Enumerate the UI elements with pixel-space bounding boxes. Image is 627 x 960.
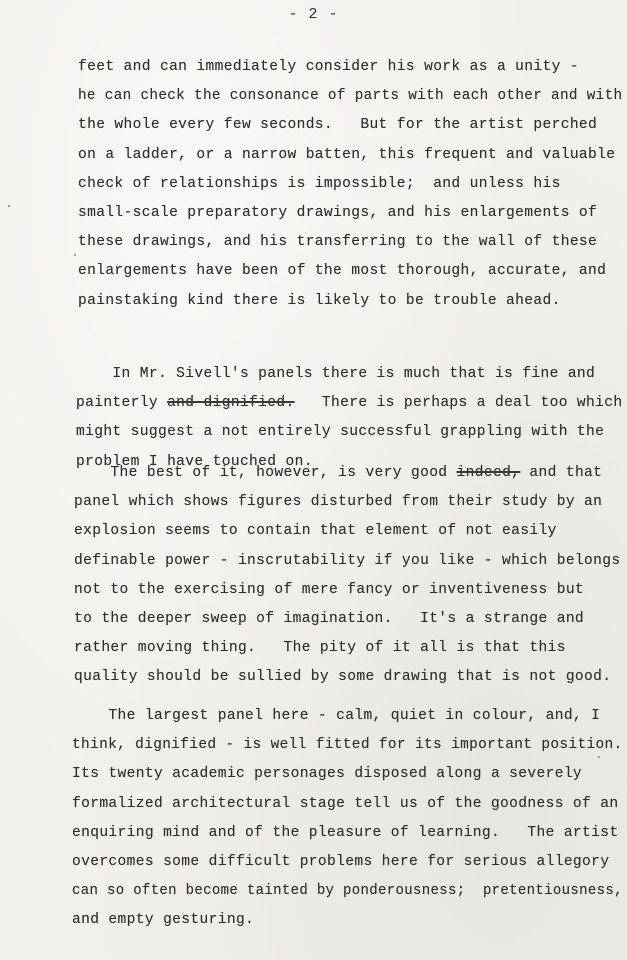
- line-text: to the deeper sweep of imagination. It's a strange and: [74, 611, 585, 627]
- line-text: painterly: [76, 395, 168, 412]
- text-line: [72, 824, 618, 842]
- page-number: - 2 -: [288, 6, 339, 23]
- line-text: not to the exercising of mere fancy or inventiveness but: [74, 581, 585, 598]
- line-text: small-scale preparatory drawings, and his enlargements of: [78, 205, 598, 221]
- text-line: [72, 911, 254, 929]
- line-text: he can check the consonance of parts with each other and with: [78, 88, 623, 105]
- text-line: [74, 552, 620, 570]
- line-text: The best of it, however, is very good: [74, 465, 457, 481]
- text-line: [76, 394, 622, 412]
- line-text: In Mr. Sivell's panels there is much that is fine and: [76, 366, 596, 382]
- text-line: [78, 146, 615, 164]
- paper-speck: [8, 205, 10, 207]
- text-line: [72, 853, 609, 871]
- line-text: feet and can immediately consider his work as a unity -: [78, 59, 579, 75]
- line-text: can so often become tainted by ponderousness; pretentiousness,: [72, 883, 623, 900]
- text-line: [78, 116, 597, 134]
- struck-text: indeed,: [456, 465, 521, 481]
- line-text: and that: [520, 465, 603, 481]
- text-line: [74, 493, 602, 511]
- text-line: [72, 736, 623, 754]
- struck-text: and dignified.: [167, 395, 295, 412]
- text-line: [76, 365, 595, 383]
- text-line: [78, 233, 597, 251]
- text-line: [72, 707, 600, 725]
- line-text: on a ladder, or a narrow batten, this frequent and valuable: [78, 146, 616, 163]
- line-text: Its twenty academic personages disposed along a severely: [72, 766, 583, 783]
- text-line: [74, 610, 584, 628]
- text-line: [74, 464, 602, 482]
- line-text: definable power - inscrutability if you like - which belongs: [74, 552, 621, 569]
- line-text: the whole every few seconds. But for the artist perched: [78, 117, 598, 134]
- line-text: think, dignified - is well fitted for its important position.: [72, 737, 623, 754]
- line-text: explosion seems to contain that element of not easily: [74, 523, 557, 540]
- text-line: [74, 522, 557, 540]
- line-text: enlargements have been of the most thorough, accurate, and: [78, 263, 607, 280]
- text-line: [72, 882, 623, 900]
- line-text: and empty gesturing.: [72, 912, 255, 929]
- line-text: painstaking kind there is likely to be trouble ahead.: [78, 292, 561, 309]
- line-text: check of relationships is impossible; and unless his: [78, 175, 561, 192]
- text-line: [78, 262, 606, 280]
- paper-speck: [74, 254, 76, 256]
- text-line: [72, 765, 582, 783]
- line-text: panel which shows figures disturbed from their study by an: [74, 494, 603, 511]
- text-line: [78, 87, 622, 105]
- line-text: problem I have touched on.: [76, 453, 313, 470]
- text-line: [78, 204, 597, 222]
- line-text: There is perhaps a deal too which: [294, 395, 623, 412]
- line-text: quality should be sullied by some drawing that is not good.: [74, 669, 612, 686]
- line-text: rather moving thing. The pity of it all is that this: [74, 640, 566, 657]
- line-text: The largest panel here - calm, quiet in colour, and, I: [72, 708, 601, 724]
- text-line: [72, 795, 618, 813]
- text-line: [78, 292, 561, 310]
- text-line: [74, 581, 584, 599]
- text-line: [74, 639, 566, 657]
- text-line: [74, 668, 611, 686]
- text-line: [78, 58, 579, 76]
- paper-speck: [598, 756, 600, 758]
- line-text: these drawings, and his transferring to the wall of these: [78, 234, 598, 251]
- line-text: enquiring mind and of the pleasure of learning. The artist: [72, 824, 619, 841]
- text-line: [78, 175, 561, 193]
- line-text: formalized architectural stage tell us of the goodness of an: [72, 795, 619, 812]
- text-line: [76, 423, 604, 441]
- line-text: overcomes some difficult problems here for serious allegory: [72, 854, 610, 870]
- line-text: might suggest a not entirely successful grappling with the: [76, 424, 605, 441]
